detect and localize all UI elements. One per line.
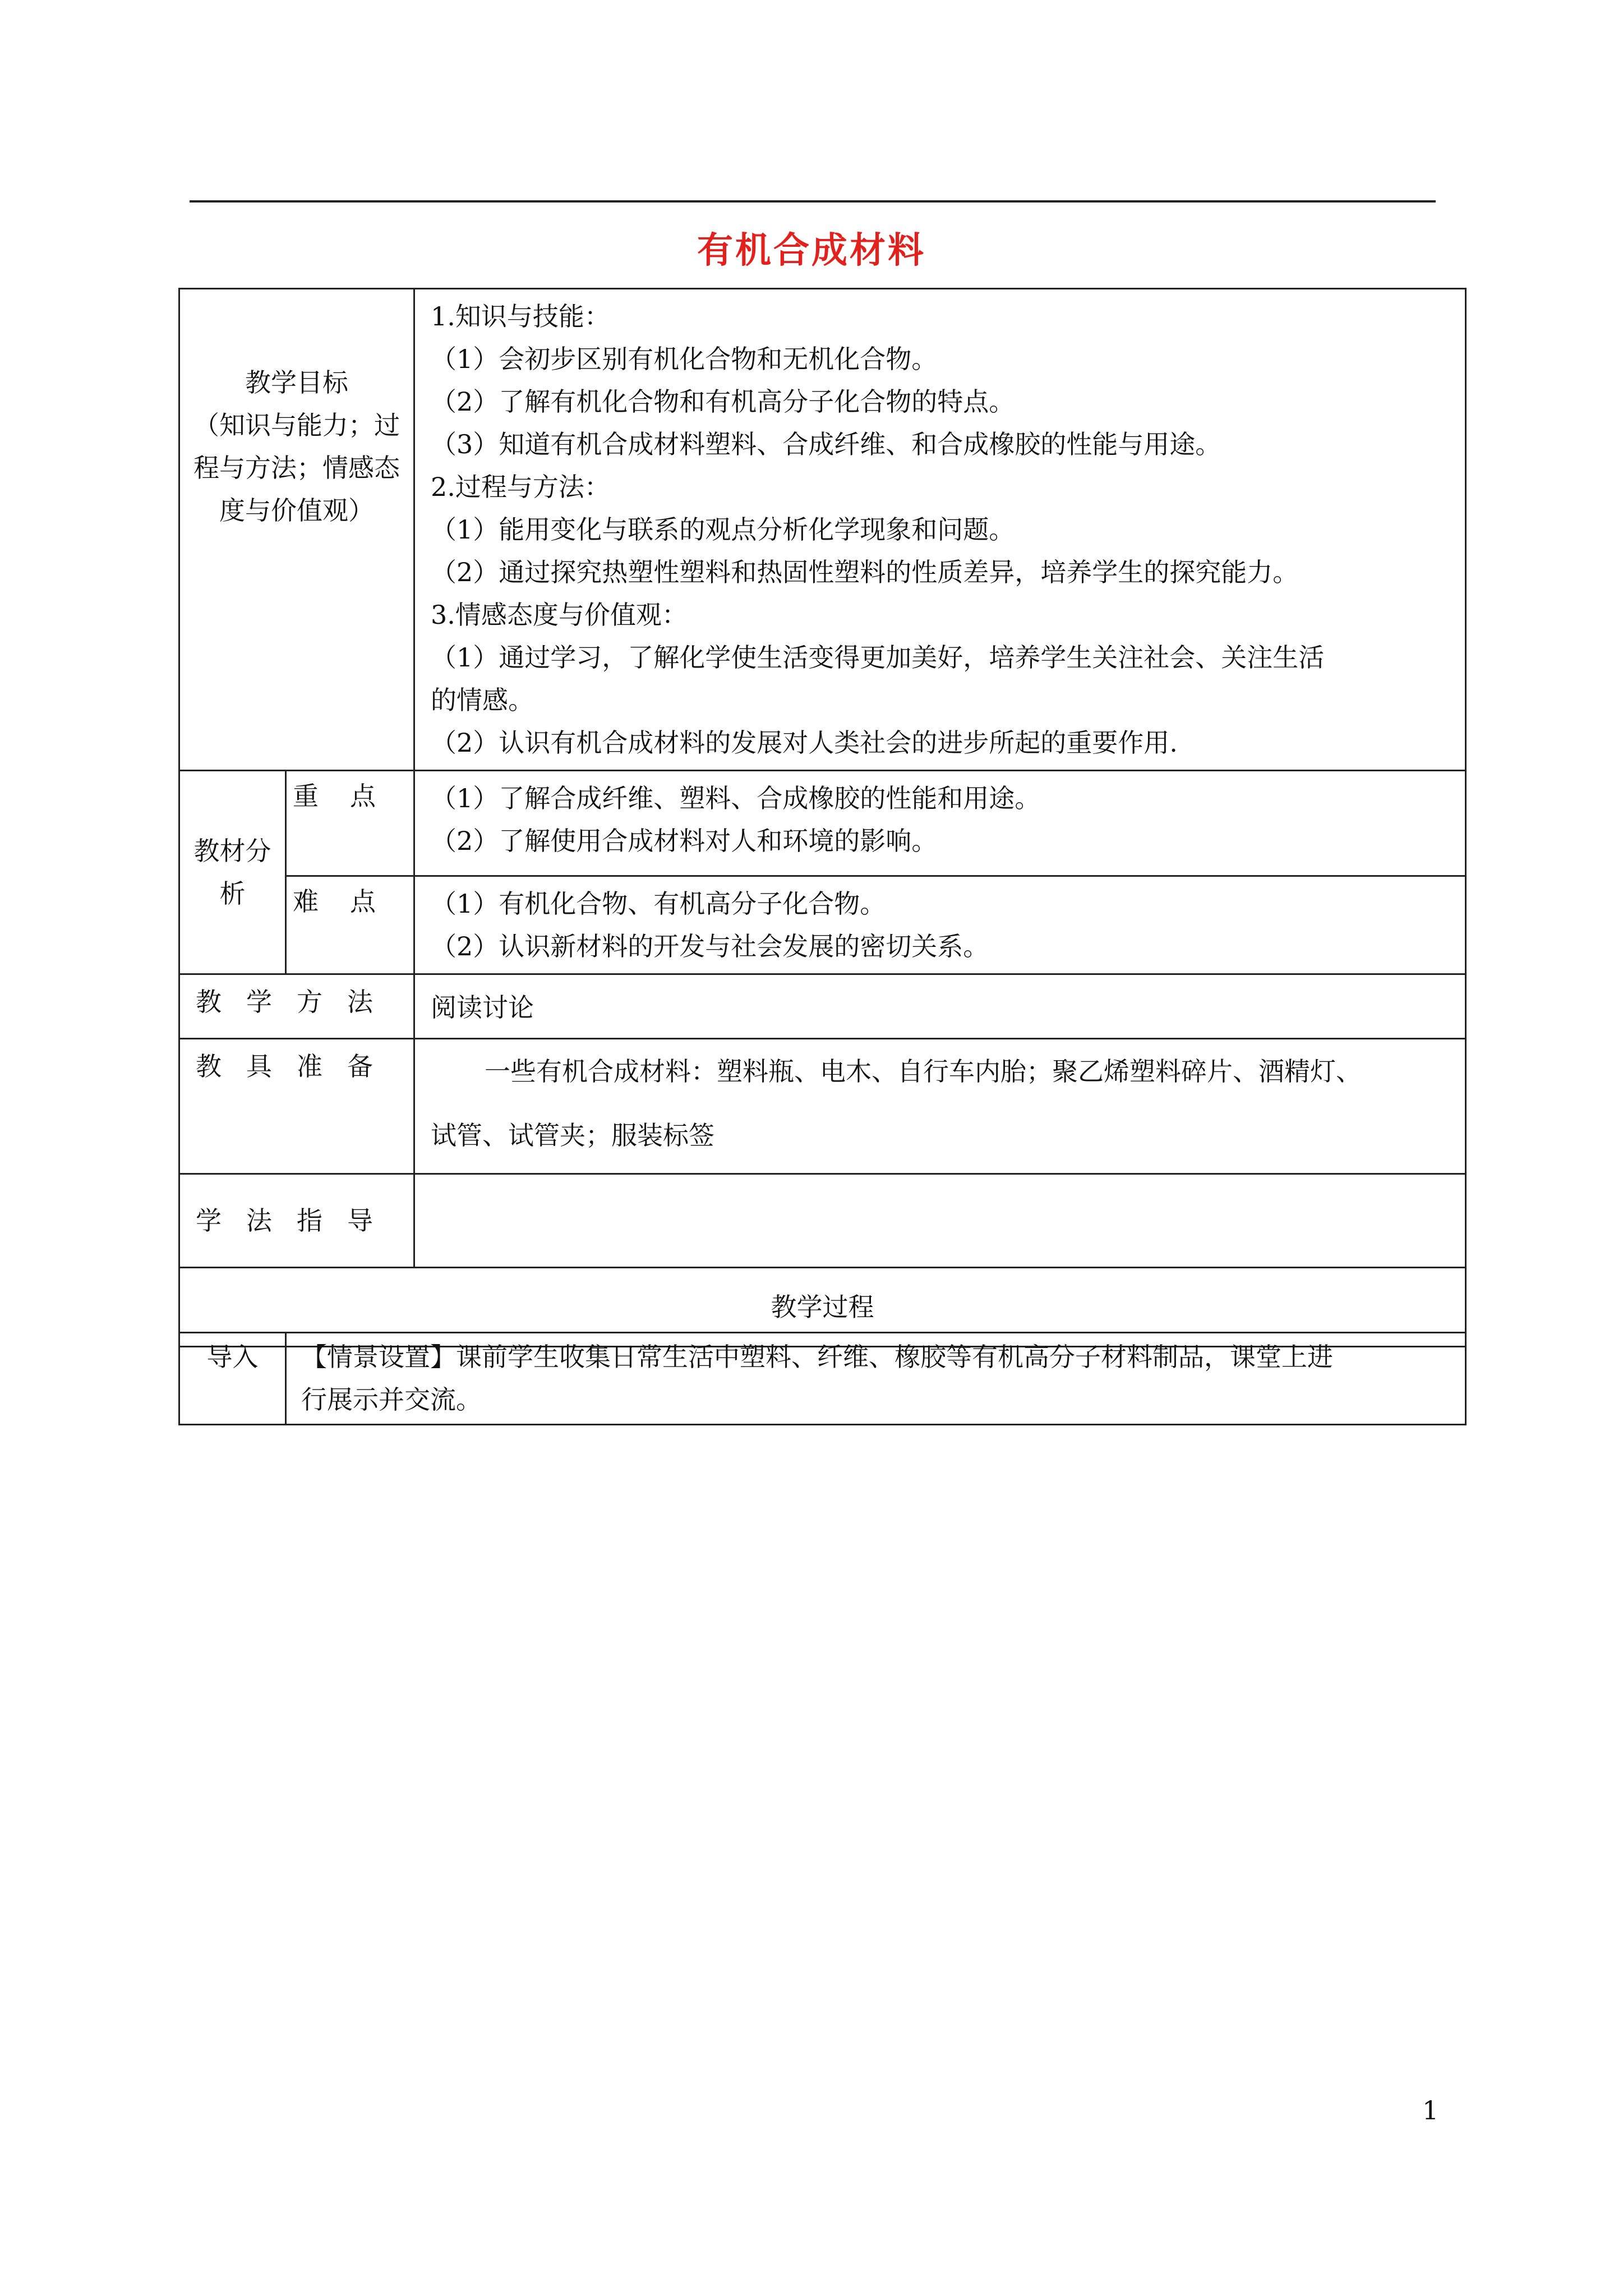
analysis-key-row <box>179 771 1466 876</box>
key-point-line: （1）了解合成纤维、塑料、合成橡胶的性能和用途。 <box>431 783 1041 813</box>
key-points-content-cell <box>414 771 1466 876</box>
objectives-label-line: 程与方法；情感态 <box>193 453 400 483</box>
method-row <box>179 974 1466 1039</box>
objectives-label-line: 度与价值观） <box>219 495 374 526</box>
intro-line: 行展示并交流。 <box>301 1384 482 1415</box>
objectives-label-cell <box>179 289 414 771</box>
tools-label-cell <box>179 1039 414 1174</box>
intro-content-cell <box>286 1333 1466 1425</box>
difficult-points-label-cell <box>286 876 414 974</box>
objective-line: 1.知识与技能： <box>431 301 610 332</box>
objective-line: 2.过程与方法： <box>431 472 610 502</box>
analysis-label-line: 教材分 <box>193 836 271 866</box>
difficult-point-line: （2）认识新材料的开发与社会发展的密切关系。 <box>431 931 989 961</box>
objective-line: 的情感。 <box>431 685 534 715</box>
objectives-content-cell <box>414 289 1466 771</box>
intro-row <box>179 1333 1466 1425</box>
analysis-difficult-row <box>179 876 1466 974</box>
objective-line: 3.情感态度与价值观： <box>431 600 688 630</box>
tools-line: 试管、试管夹；服装标签 <box>431 1120 714 1151</box>
analysis-label-cell <box>179 771 286 974</box>
objective-line: （1）通过学习，了解化学使生活变得更加美好，培养学生关注社会、关注生活 <box>431 642 1325 673</box>
objective-line: （2）认识有机合成材料的发展对人类社会的进步所起的重要作用. <box>431 728 1178 758</box>
objective-line: （3）知道有机合成材料塑料、合成纤维、和合成橡胶的性能与用途。 <box>431 429 1221 459</box>
guidance-label-cell <box>179 1174 414 1268</box>
objectives-row <box>179 289 1466 771</box>
header-rule <box>190 200 1436 203</box>
method-label-cell <box>179 974 414 1039</box>
objectives-label-line: （知识与能力；过 <box>193 410 400 440</box>
tools-content-cell <box>414 1039 1466 1174</box>
tools-row <box>179 1039 1466 1174</box>
objectives-label-line: 教学目标 <box>245 367 348 398</box>
analysis-label-line: 析 <box>219 878 246 909</box>
key-points-label: 重点 <box>293 781 407 811</box>
objective-line: （2）了解有机化合物和有机高分子化合物的特点。 <box>431 386 1015 417</box>
key-point-line: （2）了解使用合成材料对人和环境的影响。 <box>431 826 938 856</box>
page-number: 1 <box>1422 2095 1439 2125</box>
guidance-label: 学法指导 <box>196 1205 398 1236</box>
objective-line: （1）能用变化与联系的观点分析化学现象和问题。 <box>431 514 1015 545</box>
intro-label-cell <box>179 1333 286 1425</box>
tools-line: 一些有机合成材料：塑料瓶、电木、自行车内胎；聚乙烯塑料碎片、酒精灯、 <box>485 1056 1362 1087</box>
key-points-label-cell <box>286 771 414 876</box>
objective-line: （1）会初步区别有机化合物和无机化合物。 <box>431 344 938 374</box>
difficult-point-line: （1）有机化合物、有机高分子化合物。 <box>431 889 886 919</box>
page-title: 有机合成材料 <box>697 230 926 272</box>
difficult-points-label: 难点 <box>293 886 407 917</box>
guidance-content-cell <box>414 1174 1466 1268</box>
intro-label: 导入 <box>206 1342 259 1372</box>
intro-table <box>178 1332 1467 1425</box>
intro-line: 【情景设置】课前学生收集日常生活中塑料、纤维、橡胶等有机高分子材料制品，课堂上进 <box>301 1342 1333 1372</box>
process-header: 教学过程 <box>771 1292 874 1322</box>
lesson-plan-table <box>178 288 1467 1347</box>
objective-line: （2）通过探究热塑性塑料和热固性塑料的性质差异，培养学生的探究能力。 <box>431 557 1299 587</box>
guidance-row <box>179 1174 1466 1268</box>
method-label: 教学方法 <box>196 987 398 1017</box>
method-content-cell <box>414 974 1466 1039</box>
difficult-points-content-cell <box>414 876 1466 974</box>
tools-label: 教具准备 <box>196 1051 398 1082</box>
method-value: 阅读讨论 <box>431 992 534 1023</box>
